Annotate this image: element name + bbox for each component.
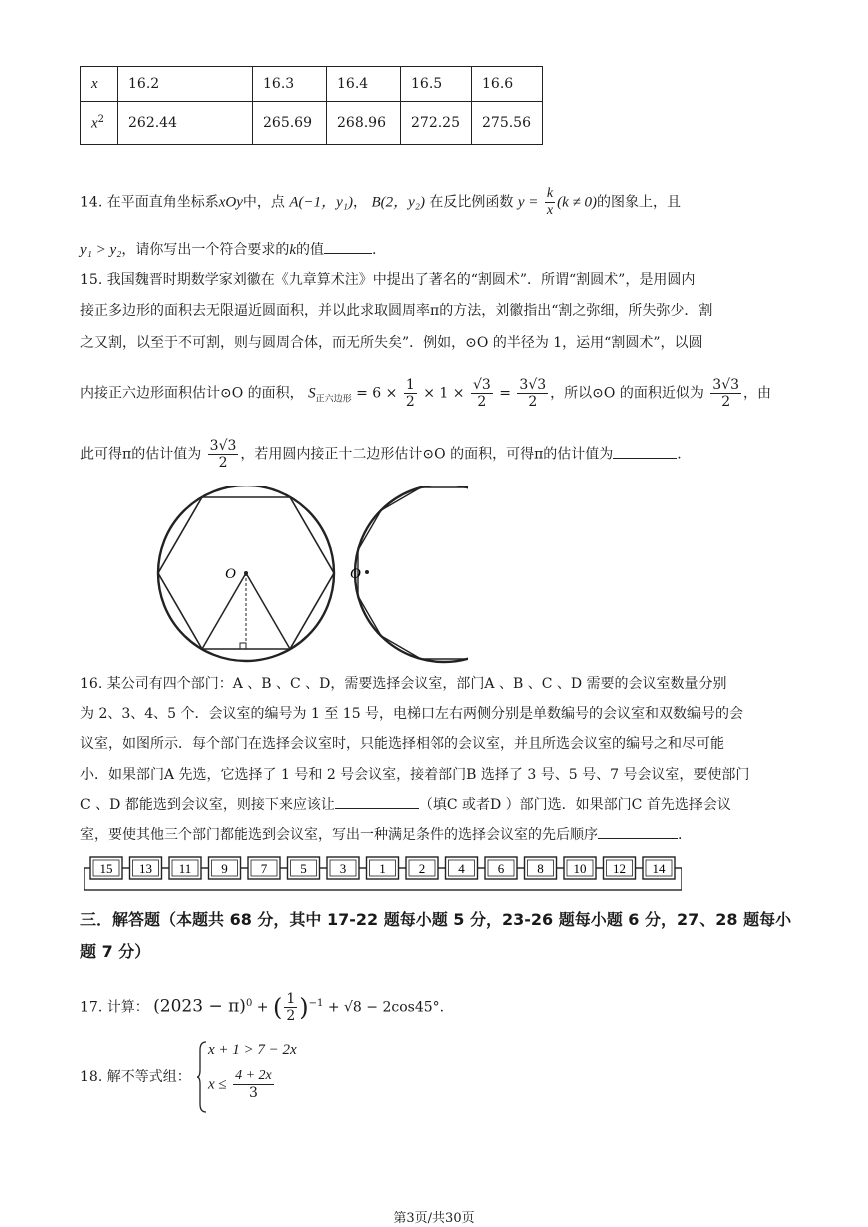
q15-line3: 之又割，以至于不可割，则与圆周合体，而无所失矣”．例如，⊙O 的半径为 1，运用“割圆术”，以圆 [80, 335, 703, 351]
room-number: 11 [178, 861, 192, 876]
table-cell: 275.56 [472, 102, 543, 145]
answer-blank[interactable] [613, 458, 677, 459]
q16-line6: 室，要使其他三个部门都能选到会议室，写出一种满足条件的选择会议室的先后顺序 . [80, 827, 683, 843]
room-box [248, 857, 280, 879]
q15-line4: 内接正六边形面积估计⊙O 的面积， $S_{正六边形} = 6$ × $\frac{1}{2}$ × 1 × $\frac{√3}{2}$ = $\frac{3√3}{2}$ ，所以⊙O 的面积近似为 $\frac{3√3}{2}$ ，由 [80, 377, 772, 410]
q16-line2: 为 2、3、4、5 个．会议室的编号为 1 至 15 号，电梯口左右两侧分别是单数编号的会议室和双数编号的会 [80, 706, 744, 722]
room-box [446, 857, 478, 879]
room-box [169, 857, 201, 879]
room-box [643, 857, 675, 879]
room-box [209, 857, 241, 879]
dodecagon-figure [350, 486, 468, 662]
room-number: 14 [652, 861, 666, 876]
square-table [80, 66, 543, 145]
hexagon-figure [158, 486, 334, 661]
q14-fraction: $\frac{k}{x}$ [546, 186, 554, 218]
room-box [327, 857, 359, 879]
q16-line4: 小．如果部门A 先选，它选择了 1 号和 2 号会议室，接着部门B 选择了 3 号、5 号、7 号会议室，要使部门 [80, 767, 750, 783]
room-number: 5 [300, 861, 307, 876]
answer-blank[interactable] [324, 253, 372, 254]
q17-line: 17. 计算： $(2023 - \pi)^0$ + ( $\frac{1}{2}$ )$^{-1}$ + √8 − 2cos45°. [80, 991, 445, 1025]
q15-line5: 此可得π的估计值为 $\frac{3√3}{2}$ ，若用圆内接正十二边形估计⊙O 的面积，可得π的估计值为 . [80, 438, 682, 471]
room-box [564, 857, 596, 879]
room-box [406, 857, 438, 879]
table-cell: 16.3 [253, 67, 327, 102]
circle-right [355, 486, 468, 662]
polygon-figures [78, 486, 468, 666]
room-number: 3 [339, 861, 347, 876]
page-footer: 第3页/共30页 [393, 1211, 475, 1226]
meeting-rooms-figure [84, 854, 682, 894]
room-box [604, 857, 636, 879]
q16-line1: 16. 某公司有四个部门：A 、B 、C 、D，需要选择会议室，部门A 、B 、C 、D 需要的会议室数量分别 [80, 676, 727, 692]
table-header-x2: $x^2$ [81, 102, 118, 145]
table-cell: 262.44 [118, 102, 253, 145]
q15-line1: 15. 我国魏晋时期数学家刘徽在《九章算术注》中提出了著名的“割圆术”．所谓“割圆术”，是用圆内 [80, 272, 696, 288]
room-number: 2 [418, 861, 426, 876]
room-number: 9 [221, 861, 228, 876]
room-box [525, 857, 557, 879]
room-number: 6 [497, 861, 505, 876]
inequality-1: x + 1 > 7 − 2x [208, 1042, 297, 1058]
q14-line2: y₁ > y₂，请你写出一个符合要求的k的值 . [80, 242, 377, 258]
q15-line2: 接正多边形的面积去无限逼近圆面积，并以此求取圆周率π的方法，刘徽指出“割之弥细，所失弥少．割 [80, 303, 713, 319]
room-box [130, 857, 162, 879]
room-number: 8 [537, 861, 544, 876]
dodecagon [358, 487, 468, 659]
answer-blank[interactable] [335, 808, 419, 809]
room-box [367, 857, 399, 879]
room-number: 13 [139, 861, 152, 876]
table-cell: 268.96 [327, 102, 401, 145]
room-number: 15 [99, 861, 113, 876]
room-number: 10 [573, 861, 587, 876]
table-row [81, 102, 543, 145]
table-header-x: x [81, 67, 118, 102]
section-heading-line2: 题 7 分） [80, 942, 151, 961]
rooms-group [90, 857, 675, 879]
room-number: 12 [613, 861, 626, 876]
q14-line1: 14. 在平面直角坐标系xOy中，点 A(−1，y₁)， B(2，y₂) 在反比例函数 y = $\frac{k}{x}$ (k ≠ 0)的图象上，且 [80, 186, 681, 218]
table-cell: 272.25 [401, 102, 472, 145]
table-cell: 16.6 [472, 67, 543, 102]
room-box [288, 857, 320, 879]
table-cell: 265.69 [253, 102, 327, 145]
room-number: 1 [379, 861, 386, 876]
table-cell: 16.5 [401, 67, 472, 102]
table-cell: 16.2 [118, 67, 253, 102]
q16-line5: C 、D 都能选到会议室，则接下来应该让 （填C 或者D ）部门选．如果部门C 首先选择会议 [80, 797, 731, 813]
inequality-system [196, 1040, 316, 1116]
answer-blank[interactable] [598, 838, 678, 839]
q18-label: 18. 解不等式组： [80, 1069, 191, 1085]
center-label-left: O [225, 566, 236, 582]
room-box [485, 857, 517, 879]
inequality-2: x ≤ $\frac{4 + 2x}{3}$ [208, 1068, 272, 1101]
room-box [90, 857, 122, 879]
table-cell: 16.4 [327, 67, 401, 102]
room-number: 4 [458, 861, 465, 876]
section-heading-line1: 三．解答题（本题共 68 分，其中 17-22 题每小题 5 分，23-26 题每小题 6 分，27、28 题每小 [80, 910, 792, 929]
room-number: 7 [260, 861, 268, 876]
q16-line3: 议室，如图所示．每个部门在选择会议室时，只能选择相邻的会议室，并且所选会议室的编号之和尽可能 [80, 736, 724, 752]
center-label-right: O [350, 566, 361, 582]
table-row [81, 67, 543, 102]
brace-icon [196, 1040, 208, 1114]
